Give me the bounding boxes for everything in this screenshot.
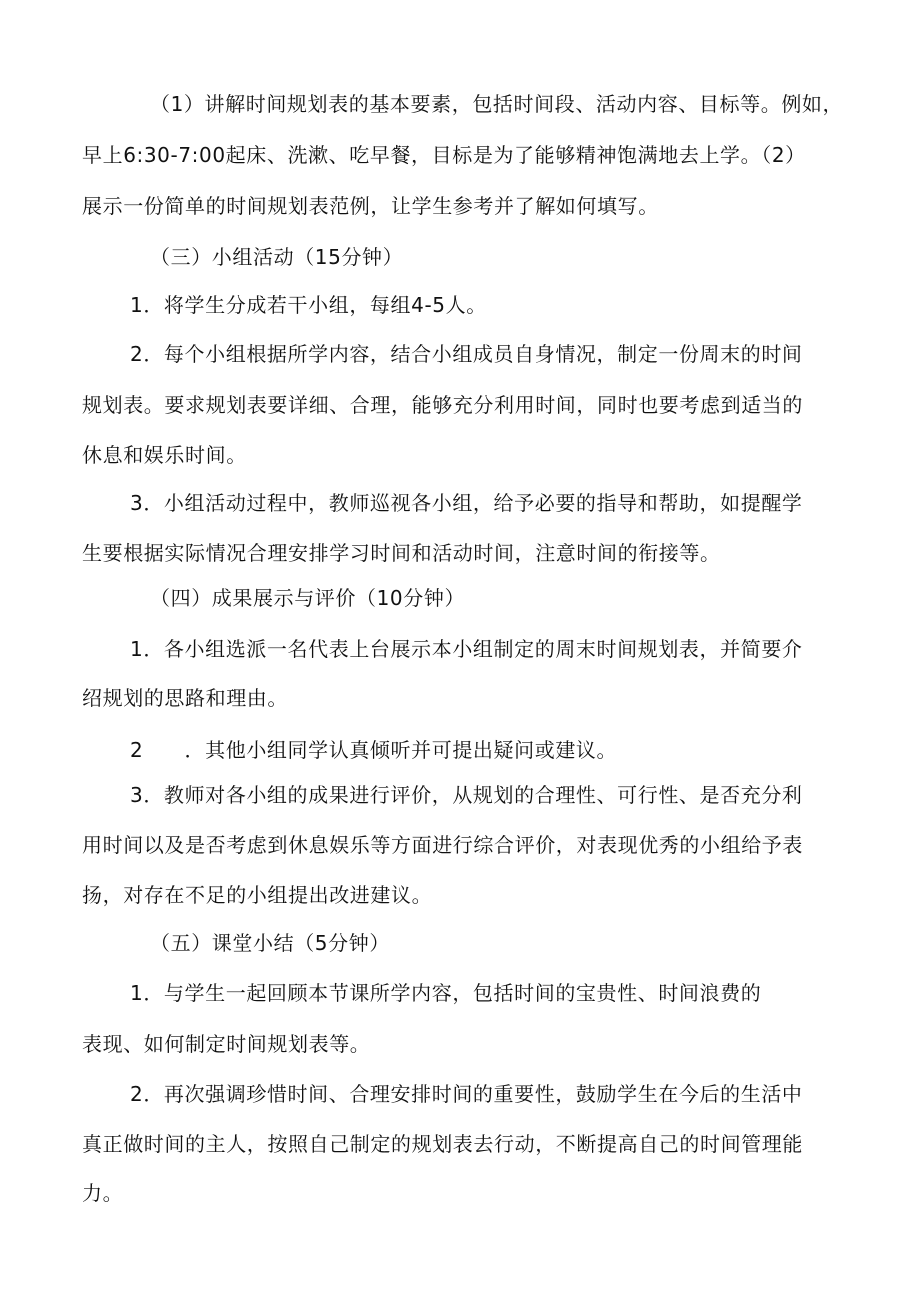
list-item-line: 2．每个小组根据所学内容，结合小组成员自身情况，制定一份周末的时间 [130,342,803,366]
paragraph-line: 早上6:30-7:00起床、洗漱、吃早餐，目标是为了能够精神饱满地去上学。（2） [82,143,806,167]
list-item-line: 2．再次强调珍惜时间、合理安排时间的重要性，鼓励学生在今后的生活中 [130,1082,803,1106]
list-item-line: 1．各小组选派一名代表上台展示本小组制定的周末时间规划表，并简要介 [130,637,803,661]
list-item-line: 1．与学生一起回顾本节课所学内容，包括时间的宝贵性、时间浪费的 [130,981,762,1005]
paragraph-line: 展示一份简单的时间规划表范例，让学生参考并了解如何填写。 [82,194,659,218]
paragraph-line: 扬，对存在不足的小组提出改进建议。 [82,883,433,907]
paragraph-line: （1）讲解时间规划表的基本要素，包括时间段、活动内容、目标等。例如， [150,92,844,116]
section-heading: （四）成果展示与评价（10分钟） [150,586,466,610]
paragraph-line: 真正做时间的主人，按照自己制定的规划表去行动，不断提高自己的时间管理能 [82,1132,803,1156]
section-heading: （三）小组活动（15分钟） [150,245,404,269]
list-item-line: 3．小组活动过程中，教师巡视各小组，给予必要的指导和帮助，如提醒学 [130,491,803,515]
paragraph-line: 生要根据实际情况合理安排学习时间和活动时间，注意时间的衔接等。 [82,541,721,565]
paragraph-line: 力。 [82,1181,124,1205]
section-heading: （五）课堂小结（5分钟） [150,931,390,955]
paragraph-line: 休息和娱乐时间。 [82,443,247,467]
paragraph-line: 表现、如何制定时间规划表等。 [82,1032,371,1056]
list-item-line: 3．教师对各小组的成果进行评价，从规划的合理性、可行性、是否充分利 [130,783,803,807]
paragraph-line: 用时间以及是否考虑到休息娱乐等方面进行综合评价，对表现优秀的小组给予表 [82,833,803,857]
list-item-line: 1．将学生分成若干小组，每组4-5人。 [130,293,487,317]
paragraph-line: 绍规划的思路和理由。 [82,686,288,710]
paragraph-line: 规划表。要求规划表要详细、合理，能够充分利用时间，同时也要考虑到适当的 [82,393,803,417]
list-item-line: 2 ．其他小组同学认真倾听并可提出疑问或建议。 [130,738,618,762]
